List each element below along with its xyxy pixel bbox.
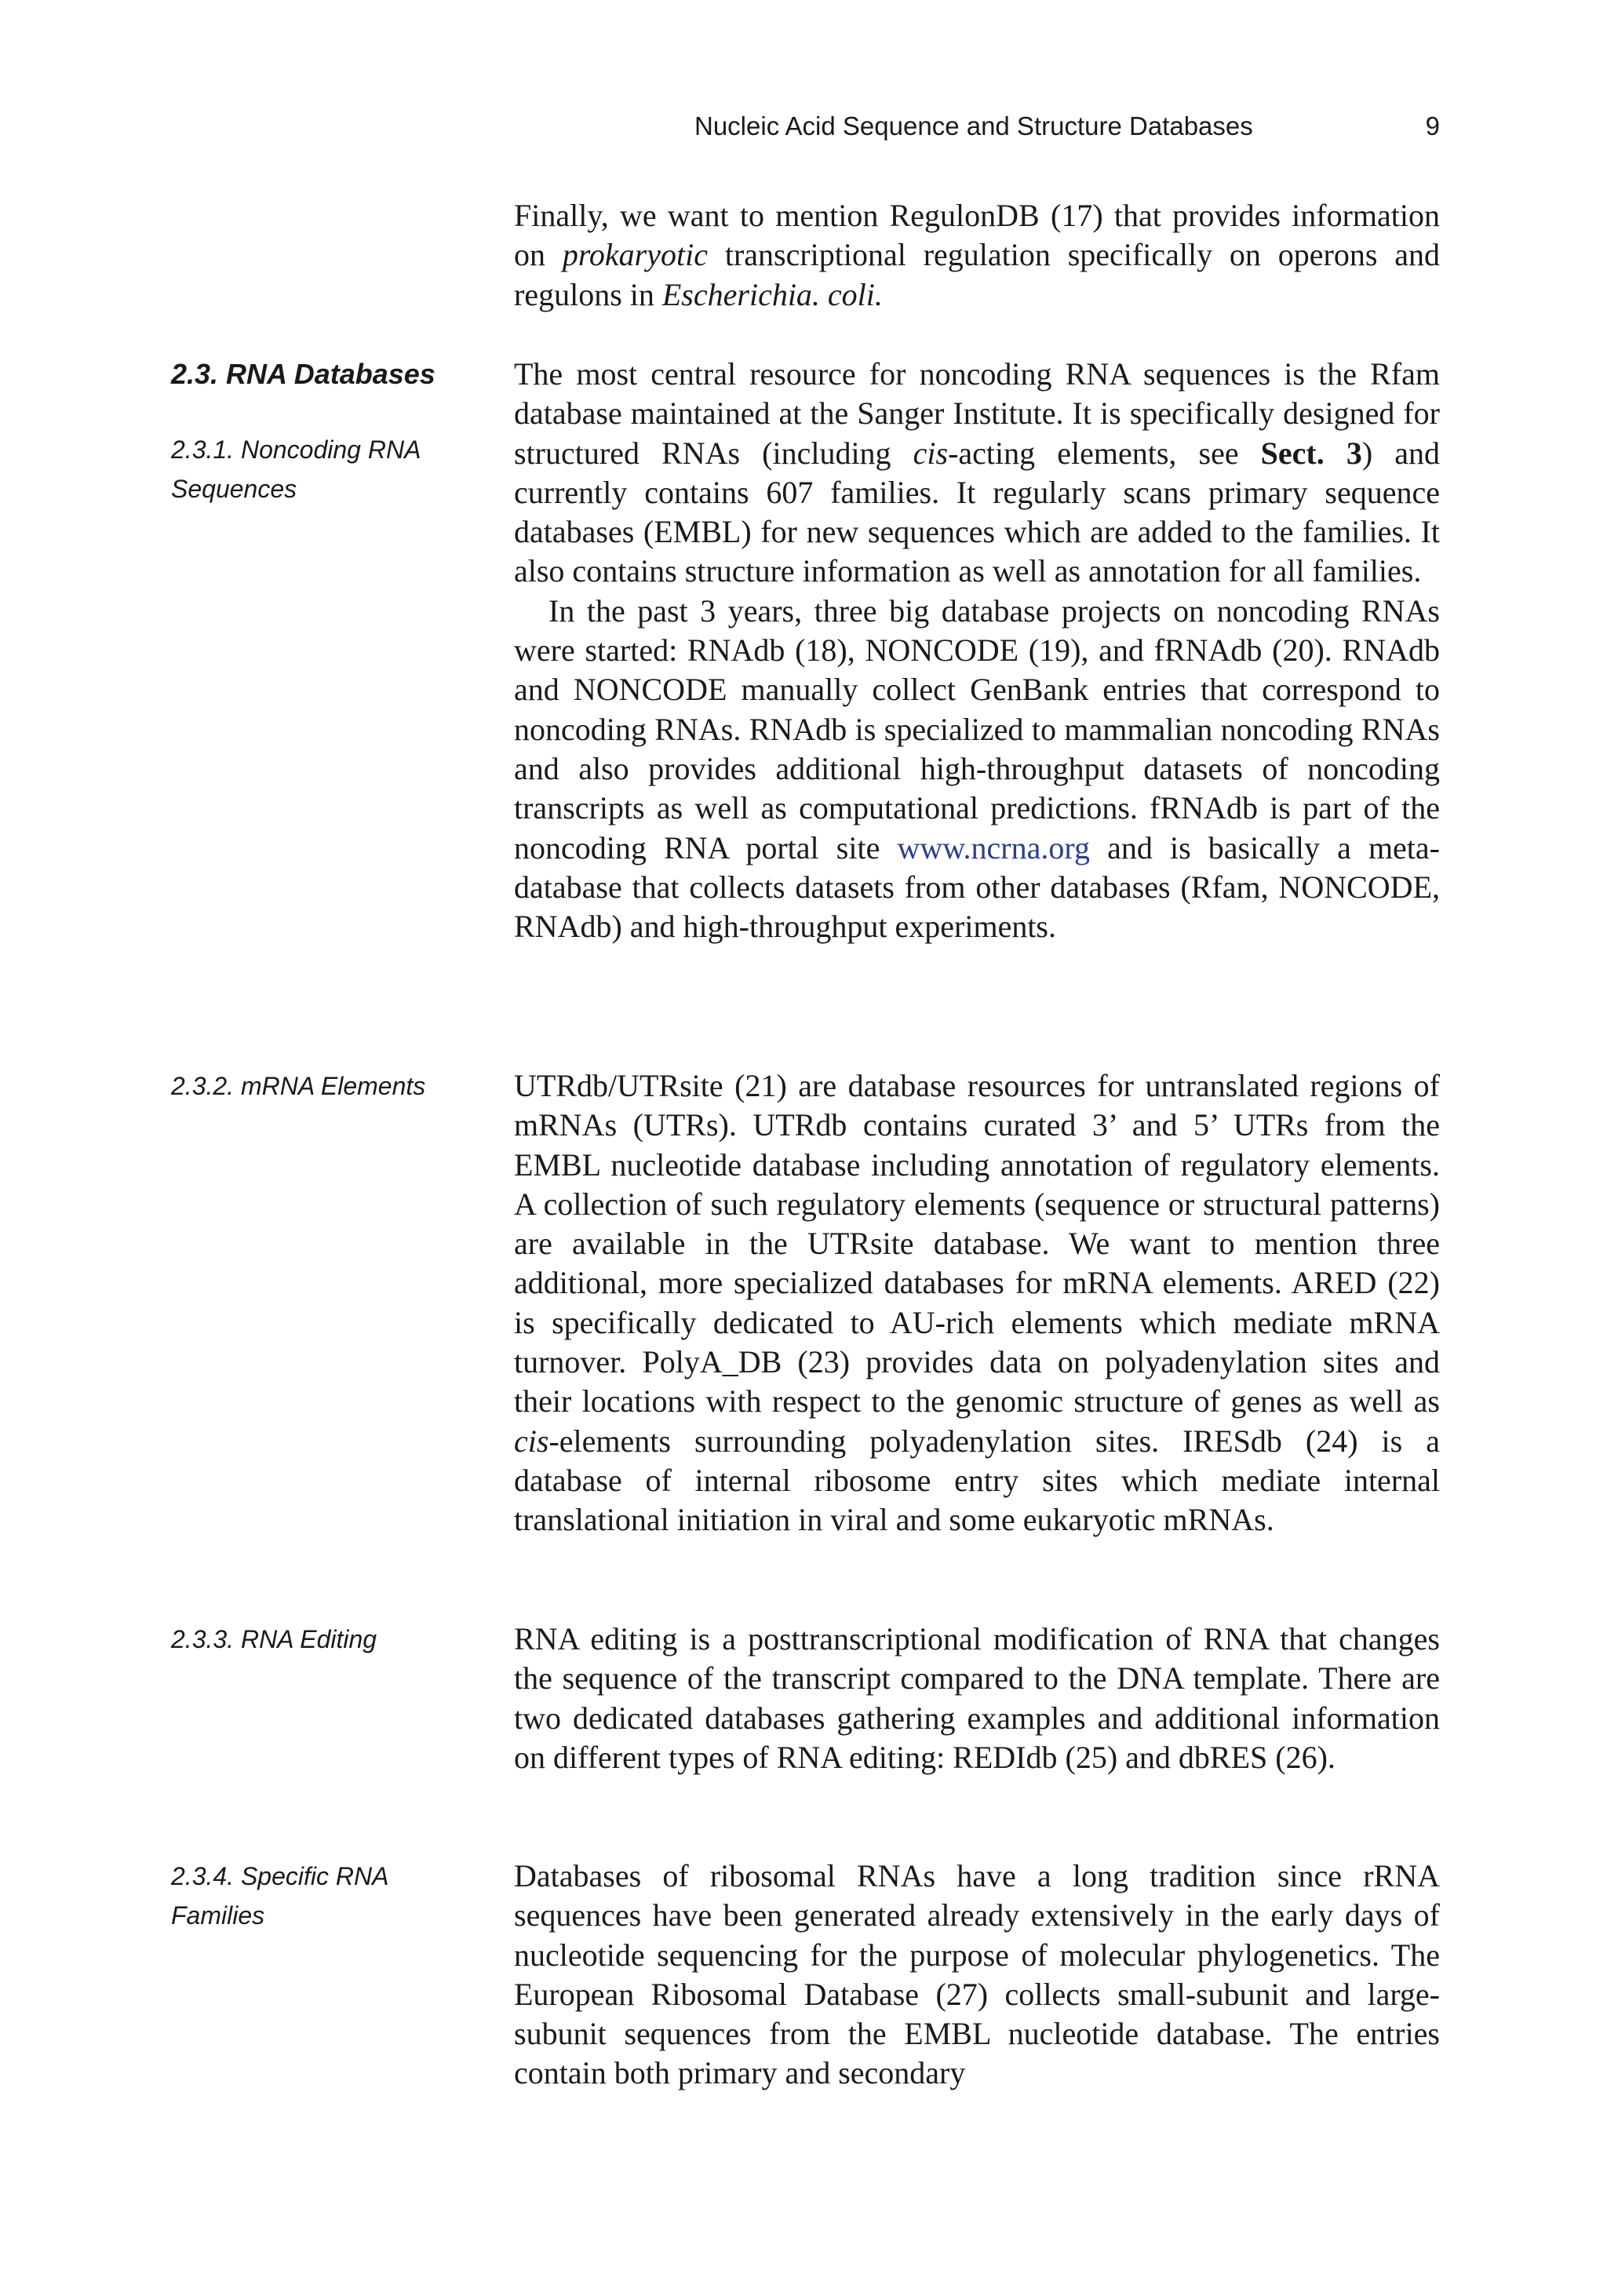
hyperlink[interactable]: www.ncrna.org (897, 829, 1090, 866)
section-heading-rna-databases: 2.3. RNA Databases (171, 358, 435, 390)
subsection-heading-rna-editing: 2.3.3. RNA Editing (171, 1625, 377, 1653)
italic-term: cis (514, 1423, 549, 1459)
text-run: transcriptional regulation specifically on operons and regulons in (514, 237, 1440, 312)
section-body (514, 1620, 1440, 1777)
section-body (514, 1066, 1440, 1540)
section-headings (171, 355, 469, 508)
body-paragraph (514, 355, 1440, 592)
text-run: In the past 3 years, three big database projects on noncoding RNAs were started: RNAdb (18), NONCODE (19), and fRNAdb (20). RNAdb and NONCODE manually collect GenBank entries that correspond to noncoding RNAs. RNAdb is specialized to mammalian noncoding RNAs and also provides additional high-throughput datasets of noncoding transcripts as well as computational predictions. fRNAdb is part of the noncoding RNA portal site (514, 592, 1440, 866)
section-headings (171, 1620, 469, 1659)
subsection-heading-noncoding-rna: 2.3.1. Noncoding RNA Sequences (171, 436, 421, 503)
section-body (514, 1857, 1440, 2094)
text-run: ) and currently contains 607 families. It regularly scans primary sequence databases (EMBL) for new sequences which are added to the families. It also contains structure information as well as annotation for all families. (514, 435, 1441, 589)
intro-paragraph (514, 196, 1440, 315)
page-number: 9 (1425, 111, 1440, 140)
running-head-title: Nucleic Acid Sequence and Structure Databases (694, 111, 1253, 140)
subsection-heading-mrna-elements: 2.3.2. mRNA Elements (171, 1072, 426, 1100)
text-run: RNA editing is a posttranscriptional modification of RNA that changes the sequence of the transcript compared to the DNA template. There are two dedicated databases gathering examples and additional information on different types of RNA editing: REDIdb (25) and dbRES (26). (514, 1621, 1440, 1775)
body-paragraph (514, 1066, 1440, 1540)
italic-term: prokaryotic (562, 237, 708, 273)
text-run: The most central resource for noncoding RNA sequences is the Rfam database maintained at the Sanger Institute. It is specifically designed for structured RNAs (including (514, 356, 1440, 471)
body-paragraph (514, 592, 1440, 947)
section-headings (171, 1066, 469, 1106)
italic-term: Escherichia. coli. (661, 276, 883, 312)
subsection-heading-specific-rna-families: 2.3.4. Specific RNA Families (171, 1862, 388, 1930)
text-run: and is basically a meta-database that collects datasets from other databases (Rfam, NONCODE, RNAdb) and high-throughput experiments. (514, 829, 1440, 945)
text-run: UTRdb/UTRsite (21) are database resources for untranslated regions of mRNAs (UTRs). UTRdb contains curated 3’ and 5’ UTRs from the EMBL nucleotide database including annotation of regulatory elements. A collection of such regulatory elements (sequence or structural patterns) are available in the UTRsite database. We want to mention three additional, more specialized databases for mRNA elements. ARED (22) is specifically dedicated to AU-rich elements which mediate mRNA turnover. PolyA_DB (23) provides data on polyadenylation sites and their locations with respect to the genomic structure of genes as well as (514, 1068, 1440, 1420)
body-paragraph (514, 1620, 1440, 1777)
body-paragraph (514, 1857, 1440, 2094)
section-body (514, 355, 1440, 946)
text-run: Finally, we want to mention RegulonDB (17) that provides information on (514, 198, 1440, 273)
italic-term: cis (913, 435, 949, 471)
section-headings (171, 1857, 469, 1935)
text-run: -acting elements, see (948, 435, 1261, 471)
text-run: Databases of ribosomal RNAs have a long tradition since rRNA sequences have been generated already extensively in the early days of nucleotide sequencing for the purpose of molecular phylogenetics. The European Ribosomal Database (27) collects small-subunit and large-subunit sequences from the EMBL nucleotide database. The entries contain both primary and secondary (514, 1858, 1440, 2091)
text-run: -elements surrounding polyadenylation sites. IRESdb (24) is a database of internal ribosome entry sites which mediate internal translational initiation in viral and some eukaryotic mRNAs. (514, 1423, 1440, 1538)
section-reference: Sect. 3 (1260, 435, 1362, 471)
running-head (694, 111, 1440, 141)
intro-text (514, 196, 1440, 315)
